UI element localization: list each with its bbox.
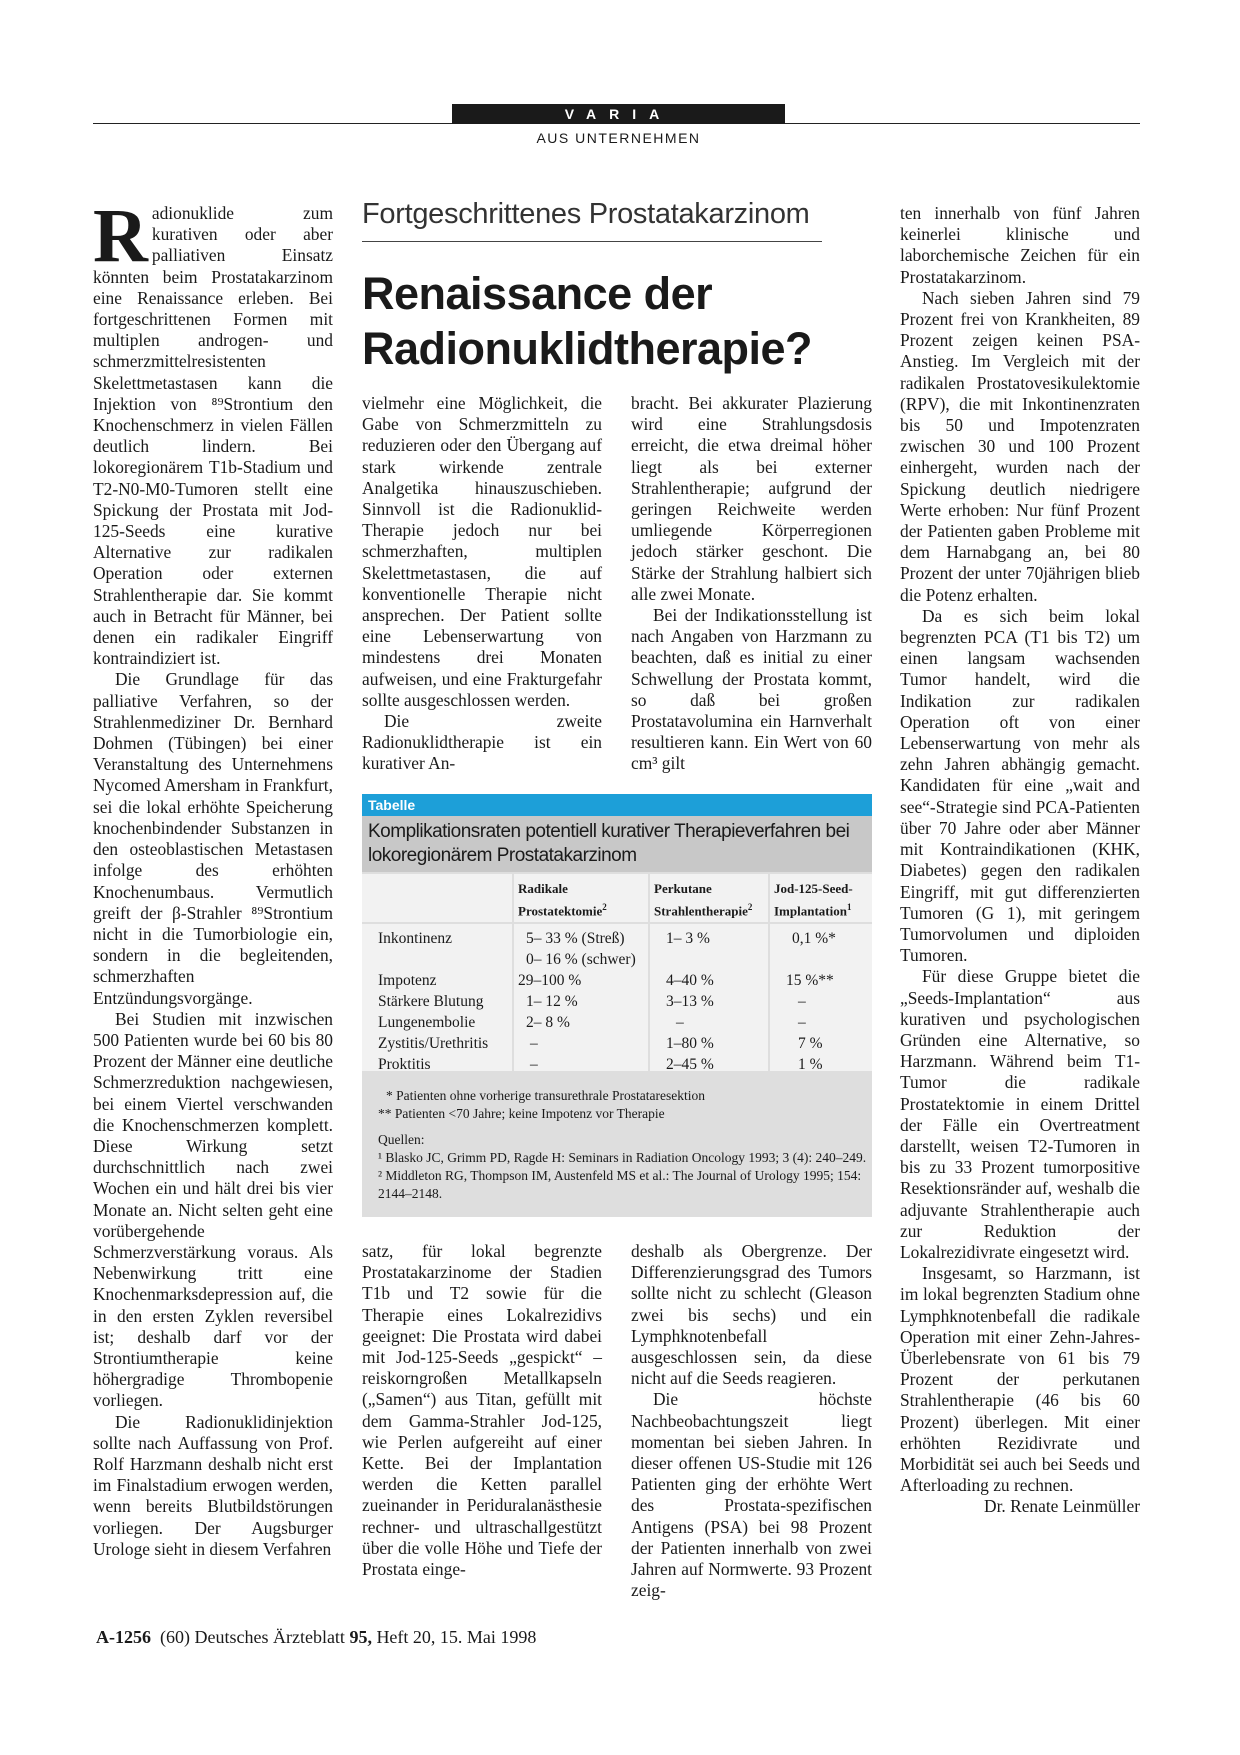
paragraph: Die Grundlage für das palliative Verfahren, so der Strahlenmediziner Dr. Bernhard Dohmen (Tübingen) bei einer Veranstaltung des Unternehmens Nycomed Amersham in Frankfurt, sei die lokal erhöhte Speicherung knochenbindender Substanzen in den osteoblastischen Metastasen infolge des erhöhten Knochenumbaus. Vermutlich greift der β-Strahler ⁸⁹Strontium nicht in die Tumorbiologie ein, sondern in die begleitenden, schmerzhaften Entzündungsvorgänge.: [93, 669, 333, 1008]
paragraph: Nach sieben Jahren sind 79 Prozent frei von Krankheiten, 89 Prozent zeigen keinen PSA-Anstieg. Im Vergleich mit der radikalen Prostatovesikulektomie (RPV), die mit Inkontinenzraten bis 50 und Impotenzraten zwischen 30 und 100 Prozent einhergeht, wurden nach der Spickung deutlich niedrigere Werte erhoben: Nur fünf Prozent der Patienten gaben Probleme mit dem Harnabgang an, bei 80 Prozent der unter 70jährigen blieb die Potenz erhalten.: [900, 287, 1140, 605]
headline: [362, 266, 882, 376]
header-line: Perkutane: [654, 881, 712, 896]
kicker-rule: [362, 241, 822, 242]
column-3-lower: [631, 1241, 872, 1601]
table-cell: –: [676, 1014, 684, 1031]
table-cell: 4–40 %: [666, 972, 714, 989]
kicker: Fortgeschrittenes Prostatakarzinom: [362, 198, 810, 230]
table-cell: 0,1 %*: [792, 930, 836, 947]
paragraph: satz, für lokal begrenzte Prostatakarzinome der Stadien T1b und T2 sowie für die Therapie eines Lokalrezidivs geeignet: Die Prostata wird dabei mit Jod-125-Seeds „gespickt“ – reiskorngroßen Metallkapseln („Samen“) aus Titan, gefüllt mit dem Gamma-Strahler Jod-125, wie Perlen aufgereiht auf einer Kette. Bei der Implantation werden die Ketten parallel zueinander in Periduralanästhesie rechner- und ultraschallgestützt über die volle Höhe und Tiefe der Prostata einge-: [362, 1241, 602, 1580]
table-title: Komplikationsraten potentiell kurativer Therapieverfahren bei lokoregionärem Prostatakarzinom: [362, 816, 872, 872]
paragraph: Bei der Indikationsstellung ist nach Angaben von Harzmann zu beachten, daß es initial zu einer Schwellung der Prostata kommt, so daß bei großen Prostatavolumina ein Harnverhalt resultieren kann. Ein Wert von 60 cm³ gilt: [631, 605, 872, 774]
header-line: [774, 898, 853, 920]
row-label: Impotenz: [378, 972, 437, 989]
complication-table: [362, 794, 872, 1217]
table-cell: 7 %: [798, 1035, 823, 1052]
footnote-marker: 2: [602, 902, 607, 912]
page-number: A-1256: [96, 1627, 151, 1647]
paragraph: Die Radionuklidinjektion sollte nach Auffassung von Prof. Rolf Harzmann deshalb nicht erst im Finalstadium erwogen werden, wenn bereits Blutbildstörungen vorliegen. Der Augsburger Urologe sieht in diesem Verfahren: [93, 1411, 333, 1559]
header-divider: [362, 922, 872, 924]
header-line: [654, 898, 752, 920]
column-2-lower: [362, 1241, 602, 1580]
table-cell: 0– 16 % (schwer): [526, 951, 636, 968]
table-cell: –: [530, 1035, 538, 1052]
row-label: Lungenembolie: [378, 1014, 476, 1031]
header-line: [518, 898, 607, 920]
paragraph: Insgesamt, so Harzmann, ist im lokal begrenzten Stadium ohne Lymphknotenbefall die radikale Operation mit einer Zehn-Jahres-Überlebensrate von 61 bis 79 Prozent der perkutanen Strahlentherapie (46 bis 60 Prozent) überlegen. Mit einer erhöhten Rezidivrate und Morbidität sei auch bei Seeds und Afterloading zu rechnen.: [900, 1263, 1140, 1496]
header-text: Prostatektomie: [518, 903, 603, 919]
table-label: Tabelle: [362, 794, 872, 816]
table-cell: 1– 12 %: [526, 993, 578, 1010]
footnote-marker: 2: [747, 902, 753, 912]
lead-paragraph: [93, 194, 333, 669]
author-signature: Dr. Renate Leinmüller: [984, 1496, 1140, 1517]
column-divider: [512, 874, 514, 1071]
rubric-label: VARIA: [452, 104, 785, 124]
column-2-upper: [362, 393, 602, 775]
footnote: * Patienten ohne vorherige transurethrale Prostataresektion: [386, 1088, 706, 1103]
column-4: [900, 203, 1140, 1518]
table-cell: 3–13 %: [666, 993, 714, 1010]
footnote-marker: 1: [846, 902, 852, 912]
table-cell: 1 %: [798, 1056, 823, 1073]
table-cell: 1–80 %: [666, 1035, 714, 1052]
row-label: Proktitis: [378, 1056, 431, 1073]
header-text: Implantation: [774, 903, 847, 919]
table-body: [362, 874, 872, 1071]
paragraph: Die zweite Radionuklidtherapie ist ein kurativer An-: [362, 711, 602, 774]
table-cell: 1– 3 %: [666, 930, 710, 947]
column-header-strahlentherapie: [654, 880, 752, 920]
table-cell: –: [798, 1014, 806, 1031]
paragraph: bracht. Bei akkurater Plazierung wird eine Strahlungsdosis erreicht, die etwa dreimal höher liegt als bei externer Strahlentherapie; aufgrund der geringen Reichweite werden umliegende Körperregionen jedoch stärker geschont. Die Stärke der Strahlung halbiert sich alle zwei Monate.: [631, 393, 872, 604]
drop-cap: R: [93, 194, 148, 278]
footnote: ** Patienten <70 Jahre; keine Impotenz vor Therapie: [378, 1106, 665, 1121]
column-divider: [648, 874, 650, 1071]
source-entry: ¹ Blasko JC, Grimm PD, Ragde H: Seminars in Radiation Oncology 1993; 3 (4): 240–249.: [378, 1150, 867, 1165]
source-entry: ² Middleton RG, Thompson IM, Austenfeld MS et al.: The Journal of Urology 1995; 154: 2144–2148.: [378, 1168, 862, 1201]
table-footnotes: [378, 1087, 868, 1203]
issue-date: Heft 20, 15. Mai 1998: [376, 1627, 537, 1647]
paragraph: vielmehr eine Möglichkeit, die Gabe von Schmerzmitteln zu reduzieren oder den Übergang auf stark wirkende zentrale Analgetika hinauszuschieben. Sinnvoll ist die Radionuklid-Therapie jedoch nur bei schmerzhaften, multiplen Skelettmetastasen, die auf konventionelle Therapie nicht ansprechen. Der Patient sollte eine Lebenserwartung von mindestens drei Monaten aufweisen, und eine Frakturgefahr sollte ausgeschlossen werden.: [362, 393, 602, 710]
paragraph: Für diese Gruppe bietet die „Seeds-Implantation“ aus kurativen und psychologischen Gründen eine Alternative, so Harzmann. Während beim T1-Tumor die radikale Prostatektomie in einem Drittel der Fälle ein Overtreatment darstellt, weisen T2-Tumoren in bis zu 33 Prozent tumorpositive Resektionsränder auf, weshalb die adjuvante Strahlentherapie auch zur Reduktion der Lokalrezidivrate eingesetzt wird.: [900, 966, 1140, 1262]
row-label: Stärkere Blutung: [378, 993, 484, 1010]
headline-line: Radionuklidtherapie?: [362, 323, 813, 374]
table-cell: –: [798, 993, 806, 1010]
journal-name: (60) Deutsches Ärzteblatt: [160, 1627, 345, 1647]
table-cell: 2–45 %: [666, 1056, 714, 1073]
row-label: Inkontinenz: [378, 930, 453, 947]
paragraph: Da es sich beim lokal begrenzten PCA (T1 bis T2) um einen langsam wachsenden Tumor handelt, wird die Indikation zur radikalen Operation oft von einer Lebenserwartung von mehr als zehn Jahren abhängig gemacht. Kandidaten für eine „wait and see“-Strategie sind PCA-Patienten über 70 Jahre oder aber Männer mit Kontraindikationen (KHK, Diabetes) gegen den radikalen Eingriff, mit gut differenzierten Tumoren (G 1), mit geringem Tumorvolumen und diploiden Tumoren.: [900, 605, 1140, 966]
column-3-upper: [631, 393, 872, 775]
paragraph: Die höchste Nachbeobachtungszeit liegt momentan bei sieben Jahren. In dieser offenen US-Studie mit 126 Patienten ging der erhöhte Wert des Prostata-spezifischen Antigens (PSA) bei 98 Prozent der Patienten innerhalb von zwei Jahren auf Normwerte. 93 Prozent zeig-: [631, 1389, 872, 1601]
column-header-seed-implantation: [774, 880, 853, 920]
paragraph-text: adionuklide zum kurativen oder aber palliativen Einsatz könnten beim Prostatakarzinom eine Renaissance erleben. Bei fortgeschrittenen Formen mit multiplen androgen- und schmerzmittelresistenten Skelettmetastasen kann die Injektion von ⁸⁹Strontium den Knochenschmerz in vielen Fällen deutlich lindern. Bei lokoregionärem T1b-Stadium und T2-N0-M0-Tumoren stellt eine Spickung der Prostata mit Jod-125-Seeds eine kurative Alternative zur radikalen Operation oder externen Strahlentherapie dar. Sie kommt auch in Betracht für Männer, bei denen ein radikaler Eingriff kontraindiziert ist.: [93, 203, 333, 669]
paragraph: deshalb als Obergrenze. Der Differenzierungsgrad des Tumors sollte nicht zu schlecht (Gleason zwei bis sechs) und ein Lymphknotenbefall ausgeschlossen sein, da diese nicht auf die Seeds reagieren.: [631, 1241, 872, 1389]
header-text: Strahlentherapie: [654, 903, 748, 919]
table-cell: 15 %**: [786, 972, 834, 989]
table-cell: –: [530, 1056, 538, 1073]
column-divider: [768, 874, 770, 1071]
header-line: Jod-125-Seed-: [774, 881, 853, 896]
paragraph: Bei Studien mit inzwischen 500 Patienten wurde bei 60 bis 80 Prozent der Männer eine deutliche Schmerzreduktion nachgewiesen, bei einem Viertel verschwanden die Knochenschmerzen komplett. Diese Wirkung setzt durchschnittlich nach zwei Wochen ein und hält drei bis vier Monate an. Nicht selten geht eine vorübergehende Schmerzverstärkung voraus. Als Nebenwirkung tritt eine Knochenmarksdepression auf, die in den ersten Zyklen reversibel ist; deshalb darf vor der Strontiumtherapie keine höhergradige Thrombopenie vorliegen.: [93, 1008, 333, 1411]
header-line: Radikale: [518, 881, 568, 896]
column-1: [93, 194, 333, 1560]
table-cell: 29–100 %: [518, 972, 582, 989]
section-label: AUS UNTERNEHMEN: [536, 130, 701, 146]
page-footer: [96, 1627, 536, 1648]
table-cell: 5– 33 % (Streß): [526, 930, 625, 947]
volume: 95,: [349, 1627, 372, 1647]
row-label: Zystitis/Urethritis: [378, 1035, 489, 1052]
paragraph: ten innerhalb von fünf Jahren keinerlei klinische und laborchemische Zeichen für ein Prostatakarzinom.: [900, 203, 1140, 287]
sources-label: Quellen:: [378, 1132, 425, 1147]
column-header-prostatektomie: [518, 880, 607, 920]
table-cell: 2– 8 %: [526, 1014, 570, 1031]
headline-line: Renaissance der: [362, 268, 713, 319]
